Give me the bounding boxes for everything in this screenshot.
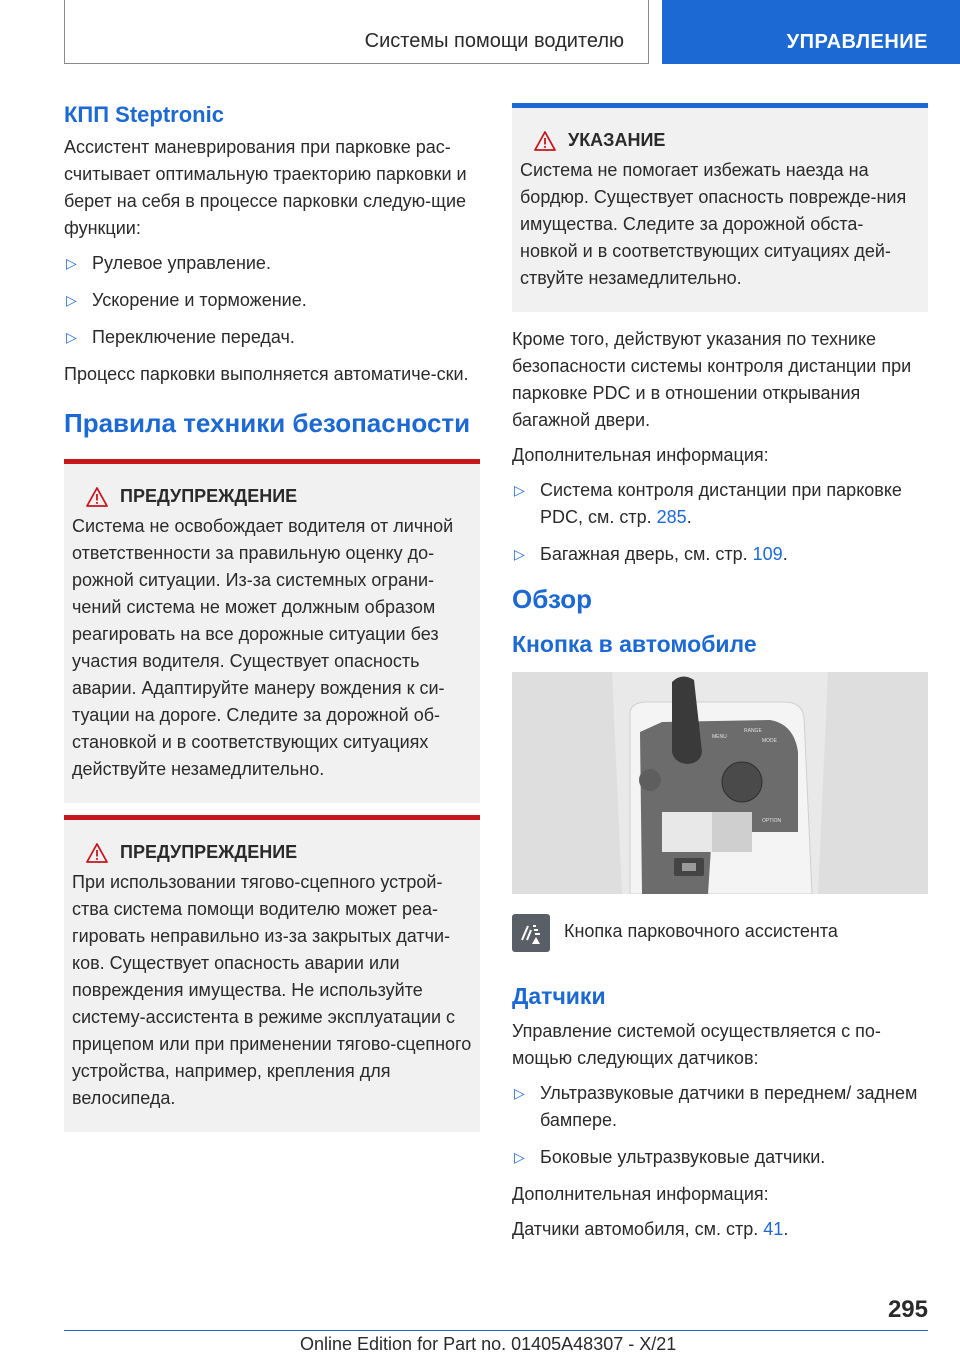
- list-item: ▷ Система контроля дистанции при парковке PDC, см. стр. 285.: [512, 477, 928, 531]
- page-link[interactable]: 41: [763, 1219, 784, 1239]
- heading-overview: Обзор: [512, 584, 592, 614]
- list-item: ▷ Ускорение и торможение.: [64, 287, 480, 314]
- parking-assistant-icon: [512, 914, 550, 952]
- note-title: УКАЗАНИЕ: [520, 130, 920, 151]
- refs-list: [512, 477, 928, 568]
- triangle-bullet-icon: ▷: [66, 292, 77, 308]
- page-number: 295: [887, 1296, 928, 1323]
- triangle-bullet-icon: ▷: [514, 546, 525, 562]
- list-item: ▷ Ультразвуковые датчики в переднем/ заднем бампере.: [512, 1080, 928, 1134]
- console-photo: [512, 672, 928, 894]
- triangle-bullet-icon: ▷: [66, 255, 77, 271]
- intro-paragraph: Ассистент маневрирования при парковке рас-считывает оптимальную траекторию парковки и берет на себя в процессе парковки следую-щие функции:: [64, 137, 467, 238]
- sensors-intro: Управление системой осуществляется с по-мощью следующих датчиков:: [512, 1021, 881, 1068]
- heading-button: Кнопка в автомобиле: [512, 631, 757, 657]
- page-link[interactable]: 285: [656, 507, 687, 527]
- triangle-bullet-icon: ▷: [66, 329, 77, 345]
- console-illustration: [512, 672, 928, 894]
- warning-text: При использовании тягово-сцепного устрой-ства система помощи водителю может реа-гировать неправильно из-за закрытых датчи-ков. Существует опасность аварии или повреждения имущества. Не используйте систему-ассистента в режиме эксплуатации с прицепом или при применении тягово-сцепного устройства, например, крепления для велосипеда.: [72, 872, 472, 1108]
- button-label: MODE: [762, 738, 777, 744]
- footer-divider: [64, 1330, 928, 1331]
- button-label: RANGE: [744, 728, 762, 734]
- caption-row: [512, 914, 928, 953]
- more-info-label: Дополнительная информация:: [512, 445, 769, 465]
- section-header: [64, 0, 649, 64]
- triangle-bullet-icon: ▷: [514, 1149, 525, 1165]
- sensors-ref: Датчики автомобиля, см. стр. 41.: [512, 1219, 789, 1239]
- functions-list: [64, 250, 480, 351]
- page-link[interactable]: 109: [752, 544, 783, 564]
- edition-text: Online Edition for Part no. 01405A48307 - X/21: [300, 1334, 677, 1354]
- note-box: [512, 103, 928, 312]
- warning-icon: [86, 487, 108, 507]
- heading-steptronic: КПП Steptronic: [64, 102, 224, 127]
- warning-icon: [86, 843, 108, 863]
- heading-sensors: Датчики: [512, 983, 606, 1009]
- triangle-bullet-icon: ▷: [514, 482, 525, 498]
- warning-title: ПРЕДУПРЕЖДЕНИЕ: [72, 486, 472, 507]
- left-column: [64, 96, 480, 1132]
- list-item: ▷ Рулевое управление.: [64, 250, 480, 277]
- section-title: Системы помощи водителю: [364, 30, 624, 52]
- warning-title: ПРЕДУПРЕЖДЕНИЕ: [72, 842, 472, 863]
- button-label: MENU: [712, 734, 727, 740]
- warning-box: [64, 815, 480, 1132]
- note-text: Система не помогает избежать наезда на бордюр. Существует опасность поврежде-ния имущества. Следите за дорожной обста-новкой и в соответствующих ситуациях дей-ствуйте незамедлительно.: [520, 160, 907, 288]
- warning-text: Система не освобождает водителя от личной ответственности за правильную оценку до-рожной ситуации. Из-за системных ограни-чений система не может должным образом реагировать на все дорожные ситуации без участия водителя. Существует опасность аварии. Адаптируйте манеру вождения к си-туации на дороге. Следите за дорожной об-становкой и в соответствующих ситуациях действуйте незамедлительно.: [72, 516, 454, 779]
- button-label: OPTION: [762, 818, 782, 824]
- chapter-title: УПРАВЛЕНИЕ: [786, 31, 928, 53]
- sensors-list: [512, 1080, 928, 1171]
- warning-icon: [534, 131, 556, 151]
- more-info-label: Дополнительная информация:: [512, 1184, 769, 1204]
- also-paragraph: Кроме того, действуют указания по технике безопасности системы контроля дистанции при парковке PDC и в отношении открывания багажной двери.: [512, 329, 912, 430]
- list-item: ▷ Багажная дверь, см. стр. 109.: [512, 541, 928, 568]
- heading-safety: Правила техники безопасности: [64, 408, 471, 438]
- warning-box: [64, 459, 480, 803]
- caption-text: Кнопка парковочного ассистента: [564, 921, 838, 941]
- triangle-bullet-icon: ▷: [514, 1085, 525, 1101]
- right-column: [512, 103, 928, 1251]
- chapter-header: [662, 0, 960, 64]
- list-item: ▷ Боковые ультразвуковые датчики.: [512, 1144, 928, 1171]
- auto-paragraph: Процесс парковки выполняется автоматиче-ски.: [64, 364, 469, 384]
- list-item: ▷ Переключение передач.: [64, 324, 480, 351]
